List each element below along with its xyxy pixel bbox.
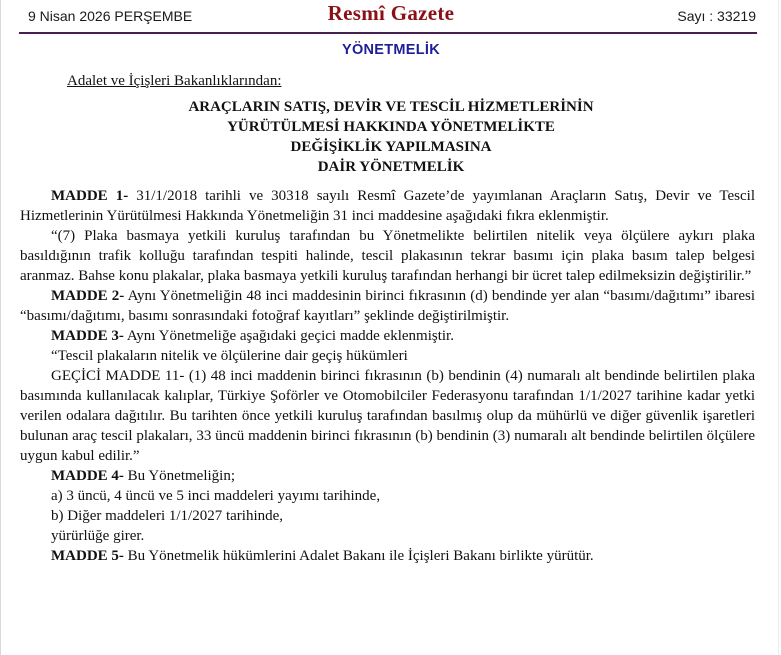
regulation-title-line: DEĞİŞİKLİK YAPILMASINA (290, 139, 492, 155)
paragraph-text: 31/1/2018 tarihli ve 30318 sayılı Resmî Gazete’de yayımlanan Araçların Satış, Devir ve Tescil Hizmetlerinin Yürütülmesi Hakkında Yönetmeliğin 31 inci maddesine aşağıdaki fıkra eklenmiştir. (20, 188, 756, 224)
document-paragraph (20, 546, 755, 566)
publication-date: 9 Nisan 2026 PERŞEMBE (28, 8, 193, 24)
header-rule (19, 32, 757, 34)
article-label: MADDE 3- (51, 328, 124, 344)
article-label: MADDE 2- (51, 288, 125, 304)
regulation-title-line: YÜRÜTÜLMESİ HAKKINDA YÖNETMELİKTE (227, 119, 555, 135)
article-label: MADDE 5- (51, 548, 124, 564)
document-paragraph (20, 506, 755, 526)
article-label: MADDE 4- (51, 468, 124, 484)
paragraph-text: “(7) Plaka basmaya yetkili kuruluş tarafından bu Yönetmelikte belirtilen nitelik veya ölçülere aykırı plaka basıldığının trafik kolluğu tarafından tespiti halinde, tescil plakasının tekrar basımı için plaka basım talep belgesi aranmaz. Bahse konu plakalar, plaka basmaya yetkili kuruluş tarafından herhangi bir ücret talep edilmeksizin değiştirilir.” (20, 228, 755, 284)
section-heading: YÖNETMELİK (341, 42, 441, 58)
paragraph-text: yürürlüğe girer. (51, 528, 145, 544)
paragraph-text: b) Diğer maddeleri 1/1/2027 tarihinde, (51, 508, 284, 524)
document-paragraph (20, 286, 755, 326)
regulation-title-line: ARAÇLARIN SATIŞ, DEVİR VE TESCİL HİZMETLERİNİN (188, 99, 594, 115)
paragraph-text: a) 3 üncü, 4 üncü ve 5 inci maddeleri yayımı tarihinde, (51, 488, 381, 504)
regulation-title-line: DAİR YÖNETMELİK (317, 159, 465, 175)
article-label: MADDE 1- (51, 188, 129, 204)
document-paragraph (20, 186, 755, 226)
paragraph-text: “Tescil plakaların nitelik ve ölçülerine dair geçiş hükümleri (51, 348, 408, 364)
paragraph-text: Bu Yönetmeliğin; (123, 468, 236, 484)
regulation-title (1, 97, 781, 177)
paragraph-text: GEÇİCİ MADDE 11- (1) 48 inci maddenin birinci fıkrasının (b) bendinin (4) numaralı alt bendinde belirtilen plaka basımında kullanılacak kalıplar, Türkiye Şoförler ve Otomobilciler Federasyonu tarafından 1/1/2027 tarihine kadar yetki verilen odalara dağıtılır. Bu tarihten önce yetkili kuruluş tarafından basılmış olup da mühürlü ve diğer güvenlik işaretleri bulunan araç tescil plakaları, 33 üncü maddenin birinci fıkrasının (b) bendinin (3) numaralı alt bendinde belirtilen ölçülere uygun kabul edilir.” (20, 368, 755, 464)
document-paragraph (20, 346, 755, 366)
document-paragraph (20, 486, 755, 506)
document-paragraph (20, 466, 755, 486)
document-paragraph (20, 366, 755, 466)
document-paragraph (20, 226, 755, 286)
regulation-body (1, 186, 781, 566)
document-paragraph (20, 326, 755, 346)
paragraph-text: Aynı Yönetmeliğin 48 inci maddesinin birinci fıkrasının (d) bendinde yer alan “basımı/dağıtımı” ibaresi “basımı/dağıtımı, basımı sonrasındaki fotoğraf kayıtları” şeklinde değiştirilmiştir. (20, 288, 755, 324)
document-paragraph (20, 526, 755, 546)
issuer-line: Adalet ve İçişleri Bakanlıklarından: (67, 73, 282, 89)
issue-number: Sayı : 33219 (677, 8, 756, 24)
gazette-header (1, 0, 781, 34)
paragraph-text: Bu Yönetmelik hükümlerini Adalet Bakanı ile İçişleri Bakanı birlikte yürütür. (123, 548, 594, 564)
gazette-title: Resmî Gazete (327, 1, 455, 25)
paragraph-text: Aynı Yönetmeliğe aşağıdaki geçici madde eklenmiştir. (123, 328, 454, 344)
